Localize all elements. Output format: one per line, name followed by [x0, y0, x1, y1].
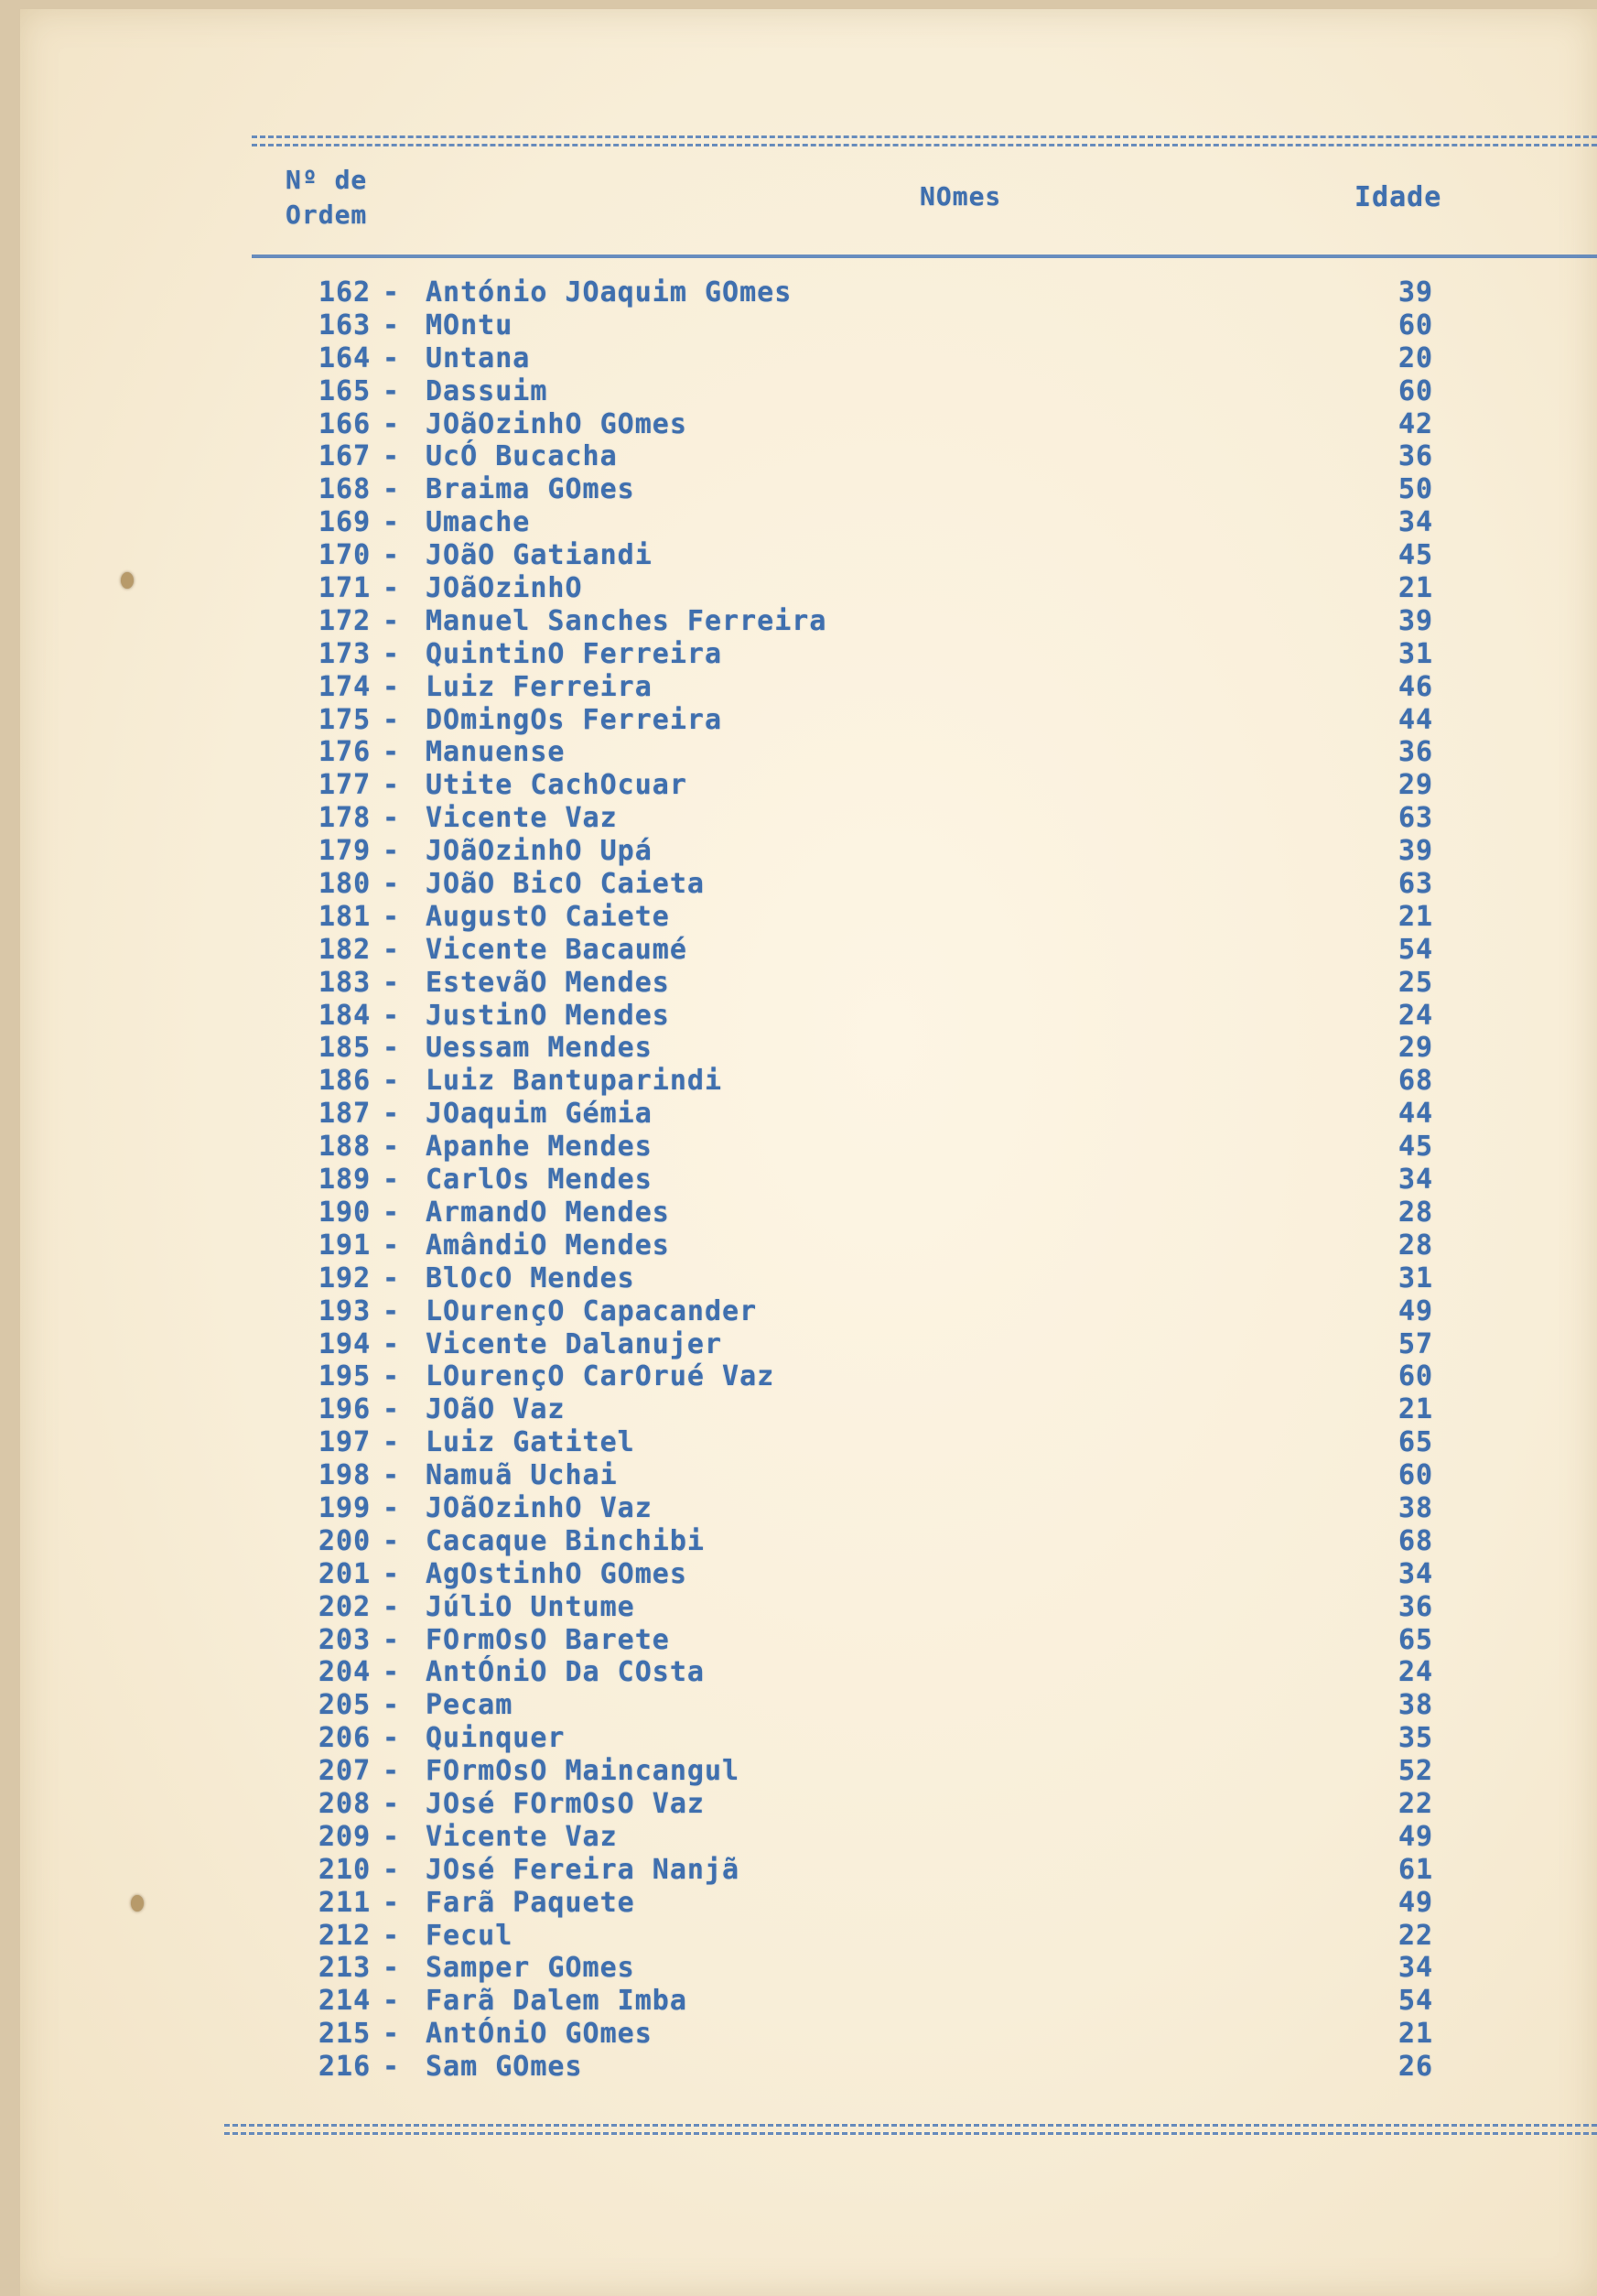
order-number: 178 [318, 802, 372, 835]
person-name: ArmandO Mendes [426, 1196, 670, 1229]
list-item [0, 1000, 1597, 1033]
person-age: 34 [1398, 506, 1434, 539]
names-header: NOmes [920, 181, 1002, 211]
person-age: 42 [1398, 407, 1434, 440]
order-number: 212 [318, 1919, 372, 1952]
person-name: Vicente Dalanujer [426, 1327, 723, 1360]
dash-separator: - [383, 1098, 401, 1131]
order-number: 209 [318, 1820, 372, 1853]
person-age: 45 [1398, 539, 1434, 572]
person-name: António JOaquim GOmes [426, 276, 793, 309]
dash-separator: - [383, 966, 401, 999]
person-age: 39 [1398, 835, 1434, 868]
person-name: JOãOzinhO Vaz [426, 1491, 653, 1524]
list-item [0, 1295, 1597, 1328]
person-name: Luiz Gatitel [426, 1426, 635, 1459]
list-item [0, 1624, 1597, 1657]
order-number: 207 [318, 1755, 372, 1788]
order-number: 174 [318, 670, 372, 703]
person-age: 21 [1398, 900, 1434, 933]
person-age: 24 [1398, 999, 1434, 1032]
order-number: 188 [318, 1131, 372, 1164]
person-name: Apanhe Mendes [426, 1131, 653, 1164]
list-item [0, 704, 1597, 737]
list-item [0, 1426, 1597, 1459]
person-age: 63 [1398, 868, 1434, 901]
person-name: Untana [426, 341, 531, 374]
order-number: 166 [318, 407, 372, 440]
dash-separator: - [383, 1032, 401, 1065]
person-name: DOmingOs Ferreira [426, 703, 723, 736]
order-number: 203 [318, 1623, 372, 1656]
person-name: Vicente Vaz [426, 802, 618, 835]
list-item [0, 1558, 1597, 1591]
dash-separator: - [383, 637, 401, 670]
order-number-header [286, 163, 367, 233]
dash-separator: - [383, 407, 401, 440]
list-item [0, 1262, 1597, 1295]
dash-separator: - [383, 1164, 401, 1197]
person-age: 31 [1398, 637, 1434, 670]
list-item [0, 1032, 1597, 1065]
person-name: AntÓniO Da COsta [426, 1656, 705, 1689]
person-age: 36 [1398, 736, 1434, 769]
list-item [0, 539, 1597, 572]
order-number: 204 [318, 1656, 372, 1689]
dash-separator: - [383, 670, 401, 703]
person-name: JOãOzinhO [426, 572, 583, 605]
person-name: EstevãO Mendes [426, 966, 670, 999]
person-name: AntÓniO GOmes [426, 2018, 653, 2051]
dash-separator: - [383, 1426, 401, 1459]
dash-separator: - [383, 1886, 401, 1919]
person-name: AgOstinhO GOmes [426, 1557, 687, 1590]
person-age: 38 [1398, 1491, 1434, 1524]
person-name: Fecul [426, 1919, 513, 1952]
person-age: 36 [1398, 440, 1434, 473]
dash-separator: - [383, 1722, 401, 1755]
person-age: 34 [1398, 1557, 1434, 1590]
person-name: JustinO Mendes [426, 999, 670, 1032]
dash-separator: - [383, 1262, 401, 1294]
list-item [0, 1689, 1597, 1722]
list-item [0, 1229, 1597, 1262]
order-number: 216 [318, 2051, 372, 2084]
person-age: 34 [1398, 1164, 1434, 1197]
list-item [0, 1393, 1597, 1426]
person-name: CarlOs Mendes [426, 1164, 653, 1197]
register-list [0, 276, 1597, 2084]
order-number: 187 [318, 1098, 372, 1131]
list-item [0, 901, 1597, 934]
dash-separator: - [383, 802, 401, 835]
person-name: MOntu [426, 309, 513, 341]
person-name: Braima GOmes [426, 473, 635, 506]
dash-separator: - [383, 604, 401, 637]
list-item [0, 2051, 1597, 2084]
order-number: 170 [318, 539, 372, 572]
list-item [0, 1360, 1597, 1393]
dash-separator: - [383, 1919, 401, 1952]
order-number: 176 [318, 736, 372, 769]
person-age: 46 [1398, 670, 1434, 703]
person-name: Farã Paquete [426, 1886, 635, 1919]
dash-separator: - [383, 703, 401, 736]
dash-separator: - [383, 539, 401, 572]
order-number: 189 [318, 1164, 372, 1197]
person-name: FOrmOsO Barete [426, 1623, 670, 1656]
list-item [0, 1985, 1597, 2018]
person-name: JOsé FOrmOsO Vaz [426, 1787, 705, 1820]
person-name: Manuense [426, 736, 566, 769]
list-item [0, 1525, 1597, 1558]
dash-separator: - [383, 276, 401, 309]
order-number: 197 [318, 1426, 372, 1459]
list-item [0, 440, 1597, 473]
person-name: JOaquim Gémia [426, 1098, 653, 1131]
list-item [0, 802, 1597, 835]
dash-separator: - [383, 1590, 401, 1623]
order-number: 169 [318, 506, 372, 539]
order-number: 192 [318, 1262, 372, 1294]
list-item [0, 506, 1597, 539]
dash-separator: - [383, 868, 401, 901]
person-age: 63 [1398, 802, 1434, 835]
list-item [0, 1098, 1597, 1131]
order-number: 205 [318, 1689, 372, 1722]
list-item [0, 967, 1597, 1000]
dash-separator: - [383, 1787, 401, 1820]
dash-separator: - [383, 1755, 401, 1788]
person-name: Vicente Vaz [426, 1820, 618, 1853]
bottom-separator-rule [224, 2124, 1597, 2135]
dash-separator: - [383, 1623, 401, 1656]
order-number: 215 [318, 2018, 372, 2051]
person-name: BlOcO Mendes [426, 1262, 635, 1294]
list-item [0, 1591, 1597, 1624]
person-age: 28 [1398, 1196, 1434, 1229]
dash-separator: - [383, 999, 401, 1032]
list-item [0, 1197, 1597, 1229]
person-age: 35 [1398, 1722, 1434, 1755]
person-name: Manuel Sanches Ferreira [426, 604, 827, 637]
person-name: Utite CachOcuar [426, 769, 687, 802]
list-item [0, 1722, 1597, 1755]
person-age: 29 [1398, 1032, 1434, 1065]
list-item [0, 638, 1597, 671]
order-number: 210 [318, 1853, 372, 1886]
list-item [0, 473, 1597, 506]
dash-separator: - [383, 1229, 401, 1262]
order-header-line1: Nº de [286, 165, 368, 195]
dash-separator: - [383, 2051, 401, 2084]
person-age: 49 [1398, 1294, 1434, 1327]
person-age: 36 [1398, 1590, 1434, 1623]
list-item [0, 769, 1597, 802]
dash-separator: - [383, 1065, 401, 1098]
order-number: 196 [318, 1393, 372, 1426]
dash-separator: - [383, 1524, 401, 1557]
dash-separator: - [383, 1952, 401, 1985]
list-item [0, 375, 1597, 408]
dash-separator: - [383, 1393, 401, 1426]
person-name: Sam GOmes [426, 2051, 583, 2084]
dash-separator: - [383, 1131, 401, 1164]
age-header: Idade [1354, 181, 1442, 213]
dash-separator: - [383, 1360, 401, 1393]
order-number: 191 [318, 1229, 372, 1262]
person-age: 61 [1398, 1853, 1434, 1886]
person-age: 29 [1398, 769, 1434, 802]
person-age: 60 [1398, 374, 1434, 407]
list-item [0, 1131, 1597, 1164]
dash-separator: - [383, 2018, 401, 2051]
dash-separator: - [383, 1491, 401, 1524]
list-item [0, 605, 1597, 638]
order-header-line2: Ordem [286, 200, 368, 230]
dash-separator: - [383, 835, 401, 868]
order-number: 211 [318, 1886, 372, 1919]
order-number: 201 [318, 1557, 372, 1590]
order-number: 194 [318, 1327, 372, 1360]
person-age: 25 [1398, 966, 1434, 999]
list-item [0, 276, 1597, 309]
person-age: 49 [1398, 1886, 1434, 1919]
order-number: 200 [318, 1524, 372, 1557]
order-number: 180 [318, 868, 372, 901]
person-name: Dassuim [426, 374, 548, 407]
top-separator-rule [252, 135, 1597, 146]
person-age: 28 [1398, 1229, 1434, 1262]
person-name: LOurençO CarOrué Vaz [426, 1360, 775, 1393]
list-item [0, 572, 1597, 605]
person-age: 20 [1398, 341, 1434, 374]
person-age: 57 [1398, 1327, 1434, 1360]
list-item [0, 1887, 1597, 1920]
order-number: 179 [318, 835, 372, 868]
person-name: Farã Dalem Imba [426, 1985, 687, 2018]
person-age: 54 [1398, 1985, 1434, 2018]
order-number: 184 [318, 999, 372, 1032]
list-item [0, 868, 1597, 901]
person-name: AugustO Caiete [426, 900, 670, 933]
person-age: 34 [1398, 1952, 1434, 1985]
person-age: 21 [1398, 1393, 1434, 1426]
dash-separator: - [383, 769, 401, 802]
person-name: Luiz Ferreira [426, 670, 653, 703]
order-number: 195 [318, 1360, 372, 1393]
order-number: 206 [318, 1722, 372, 1755]
person-name: Umache [426, 506, 531, 539]
person-name: JOãOzinhO Upá [426, 835, 653, 868]
order-number: 183 [318, 966, 372, 999]
order-number: 199 [318, 1491, 372, 1524]
person-age: 68 [1398, 1524, 1434, 1557]
person-name: Samper GOmes [426, 1952, 635, 1985]
order-number: 175 [318, 703, 372, 736]
dash-separator: - [383, 374, 401, 407]
list-item [0, 934, 1597, 967]
list-item [0, 736, 1597, 769]
list-item [0, 1920, 1597, 1953]
order-number: 193 [318, 1294, 372, 1327]
list-item [0, 1459, 1597, 1492]
dash-separator: - [383, 506, 401, 539]
person-age: 44 [1398, 703, 1434, 736]
order-number: 198 [318, 1459, 372, 1492]
order-number: 177 [318, 769, 372, 802]
order-number: 185 [318, 1032, 372, 1065]
dash-separator: - [383, 309, 401, 341]
list-item [0, 1164, 1597, 1197]
dash-separator: - [383, 1327, 401, 1360]
person-name: Namuã Uchai [426, 1459, 618, 1492]
person-age: 21 [1398, 2018, 1434, 2051]
order-number: 171 [318, 572, 372, 605]
dash-separator: - [383, 1820, 401, 1853]
dash-separator: - [383, 933, 401, 966]
person-age: 52 [1398, 1755, 1434, 1788]
person-age: 45 [1398, 1131, 1434, 1164]
list-item [0, 1328, 1597, 1361]
person-age: 68 [1398, 1065, 1434, 1098]
person-name: Quinquer [426, 1722, 566, 1755]
order-number: 208 [318, 1787, 372, 1820]
person-age: 31 [1398, 1262, 1434, 1294]
dash-separator: - [383, 1196, 401, 1229]
list-item [0, 835, 1597, 868]
order-number: 165 [318, 374, 372, 407]
person-age: 65 [1398, 1426, 1434, 1459]
dash-separator: - [383, 341, 401, 374]
order-number: 167 [318, 440, 372, 473]
dash-separator: - [383, 1557, 401, 1590]
person-name: JOsé Fereira Nanjã [426, 1853, 740, 1886]
dash-separator: - [383, 473, 401, 506]
list-item [0, 309, 1597, 342]
person-name: Pecam [426, 1689, 513, 1722]
person-name: JOãO Vaz [426, 1393, 566, 1426]
list-item [0, 1492, 1597, 1525]
person-name: Uessam Mendes [426, 1032, 653, 1065]
person-age: 60 [1398, 1459, 1434, 1492]
person-name: Vicente Bacaumé [426, 933, 687, 966]
order-number: 173 [318, 637, 372, 670]
person-name: JOãO Gatiandi [426, 539, 653, 572]
dash-separator: - [383, 1985, 401, 2018]
order-number: 213 [318, 1952, 372, 1985]
list-item [0, 342, 1597, 375]
person-age: 39 [1398, 604, 1434, 637]
list-item [0, 1656, 1597, 1689]
list-item [0, 671, 1597, 704]
person-age: 65 [1398, 1623, 1434, 1656]
dash-separator: - [383, 572, 401, 605]
person-name: Luiz Bantuparindi [426, 1065, 723, 1098]
dash-separator: - [383, 1656, 401, 1689]
person-age: 22 [1398, 1919, 1434, 1952]
person-age: 21 [1398, 572, 1434, 605]
order-number: 163 [318, 309, 372, 341]
order-number: 164 [318, 341, 372, 374]
header-underline-rule [252, 255, 1597, 258]
person-age: 60 [1398, 309, 1434, 341]
dash-separator: - [383, 736, 401, 769]
person-name: UcÓ Bucacha [426, 440, 618, 473]
dash-separator: - [383, 1459, 401, 1492]
person-name: AmândiO Mendes [426, 1229, 670, 1262]
person-age: 44 [1398, 1098, 1434, 1131]
person-age: 26 [1398, 2051, 1434, 2084]
list-item [0, 1788, 1597, 1821]
order-number: 190 [318, 1196, 372, 1229]
order-number: 202 [318, 1590, 372, 1623]
person-name: QuintinO Ferreira [426, 637, 723, 670]
dash-separator: - [383, 1853, 401, 1886]
order-number: 181 [318, 900, 372, 933]
list-item [0, 2018, 1597, 2051]
person-age: 24 [1398, 1656, 1434, 1689]
person-age: 54 [1398, 933, 1434, 966]
list-item [0, 1952, 1597, 1985]
order-number: 168 [318, 473, 372, 506]
list-item [0, 408, 1597, 441]
person-name: JúliO Untume [426, 1590, 635, 1623]
order-number: 172 [318, 604, 372, 637]
person-age: 49 [1398, 1820, 1434, 1853]
order-number: 182 [318, 933, 372, 966]
list-item [0, 1065, 1597, 1098]
dash-separator: - [383, 900, 401, 933]
order-number: 162 [318, 276, 372, 309]
person-age: 38 [1398, 1689, 1434, 1722]
order-number: 186 [318, 1065, 372, 1098]
person-name: JOãO BicO Caieta [426, 868, 705, 901]
order-number: 214 [318, 1985, 372, 2018]
person-name: FOrmOsO Maincangul [426, 1755, 740, 1788]
person-age: 50 [1398, 473, 1434, 506]
dash-separator: - [383, 440, 401, 473]
person-name: JOãOzinhO GOmes [426, 407, 687, 440]
dash-separator: - [383, 1294, 401, 1327]
list-item [0, 1755, 1597, 1788]
dash-separator: - [383, 1689, 401, 1722]
person-name: LOurençO Capacander [426, 1294, 758, 1327]
person-age: 39 [1398, 276, 1434, 309]
person-age: 22 [1398, 1787, 1434, 1820]
person-name: Cacaque Binchibi [426, 1524, 705, 1557]
list-item [0, 1821, 1597, 1854]
list-item [0, 1854, 1597, 1887]
person-age: 60 [1398, 1360, 1434, 1393]
